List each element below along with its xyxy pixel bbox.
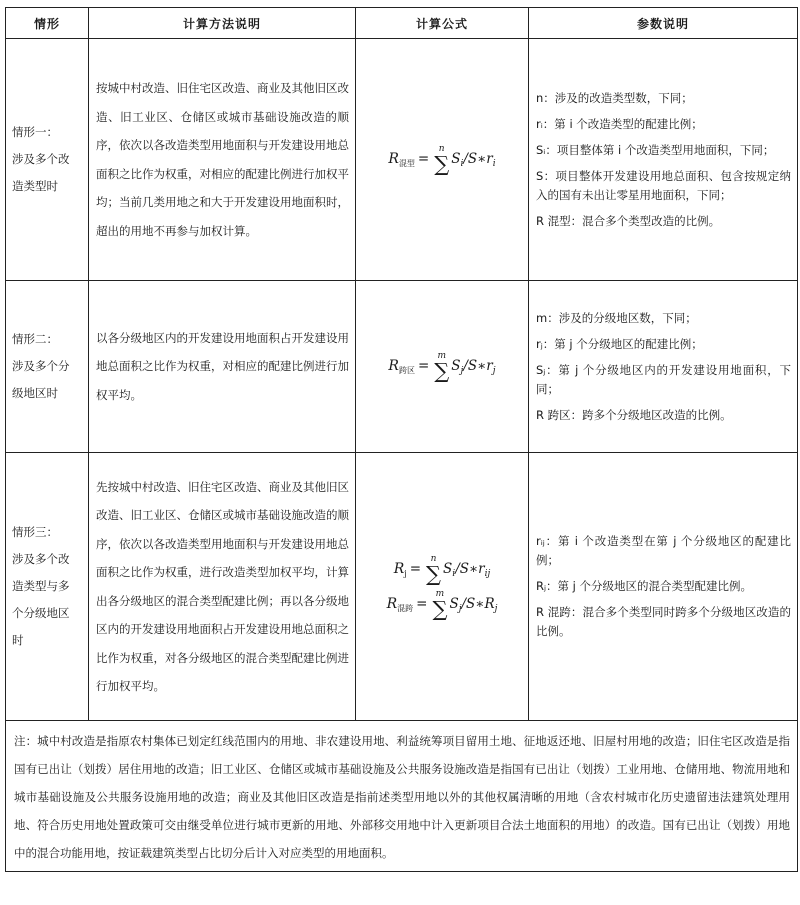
formula-rest: /S∗r <box>455 560 485 577</box>
summation <box>434 145 449 174</box>
method-description: 先按城中村改造、旧住宅区改造、商业及其他旧区改造、旧工业区、仓储区或城市基础设施改造的顺序，依次以各改造类型用地面积与开发建设用地总面积之比作为权重，进行改造类型加权平均，计算出各分级地区的混合类型配建比例；再以各分级地区内的开发建设用地面积占开发建设用地总面积之比作为权重，对各分级地区的混合类型配建比例进行加权平均。 <box>89 453 356 721</box>
summation-sign: ∑ <box>434 152 450 176</box>
summation <box>432 590 447 619</box>
situation-line: 级地区时 <box>12 386 58 400</box>
formula-lhs-subscript: 跨区 <box>398 366 415 375</box>
formula <box>360 555 524 584</box>
formula <box>360 590 524 619</box>
formula-rest-subscript: j <box>492 366 496 376</box>
params-cell <box>529 453 798 721</box>
summation <box>426 555 441 584</box>
param-line: S：项目整体开发建设用地总面积、包含按规定纳入的国有未出让零星用地面积，下同； <box>536 168 791 202</box>
formula-lhs-subscript: 混型 <box>398 159 415 168</box>
ratio-table <box>5 7 798 872</box>
formula <box>360 145 524 174</box>
situation-line: 情形二： <box>12 332 58 346</box>
summation-upper-limit: n <box>438 144 445 154</box>
method-description: 按城中村改造、旧住宅区改造、商业及其他旧区改造、旧工业区、仓储区或城市基础设施改造的顺序，依次以各改造类型用地面积与开发建设用地总面积之比作为权重，对相应的配建比例进行加权平均；当前几类用地之和大于开发建设用地面积时，超出的用地不再参与加权计算。 <box>89 39 356 281</box>
table-header-row <box>6 8 798 39</box>
formula-expression <box>388 352 495 381</box>
formula-rest: /S∗r <box>463 151 493 167</box>
method-description: 以各分级地区内的开发建设用地面积占开发建设用地总面积之比作为权重，对相应的配建比例进行加权平均。 <box>89 281 356 453</box>
note-row <box>6 721 798 872</box>
param-line: Sᵢ：项目整体第 i 个改造类型用地面积，下同； <box>536 142 775 157</box>
summation-upper-limit: n <box>430 553 437 564</box>
formula-lhs: R <box>388 151 399 167</box>
formula-lhs-subscript: j <box>404 568 407 578</box>
table-row <box>6 453 798 721</box>
formula-rest: /S∗R <box>461 595 495 612</box>
situation-cell <box>6 281 89 453</box>
header-method: 计算方法说明 <box>89 8 356 39</box>
param-line: n：涉及的改造类型数，下同； <box>536 90 693 105</box>
param-line: Sⱼ：第 j 个分级地区内的开发建设用地面积，下同； <box>536 362 791 396</box>
header-formula: 计算公式 <box>356 8 529 39</box>
situation-line: 造类型与多 <box>12 579 70 593</box>
situation-line: 涉及多个分 <box>12 359 70 373</box>
param-line: rᵢⱼ：第 i 个改造类型在第 j 个分级地区的配建比例； <box>536 534 791 567</box>
param-line: R 混跨：混合多个类型同时跨多个分级地区改造的比例。 <box>536 605 791 638</box>
formula-term: S <box>443 560 453 577</box>
param-line: Rⱼ：第 j 个分级地区的混合类型配建比例。 <box>536 579 753 593</box>
params-cell <box>529 281 798 453</box>
summation-upper-limit: m <box>437 351 447 361</box>
situation-line: 情形三： <box>12 525 58 539</box>
formula <box>360 352 524 381</box>
param-line: m：涉及的分级地区数，下同； <box>536 310 697 325</box>
header-situation: 情形 <box>6 8 89 39</box>
equals-sign: = <box>417 358 430 374</box>
situation-line: 个分级地区 <box>12 606 70 620</box>
table-row <box>6 39 798 281</box>
equals-sign: = <box>409 560 422 577</box>
situation-line: 时 <box>12 633 24 647</box>
header-params: 参数说明 <box>529 8 798 39</box>
formula-lhs-subscript: 混跨 <box>397 603 414 613</box>
formula-cell <box>356 281 529 453</box>
formula-expression <box>387 590 498 619</box>
summation-sign: ∑ <box>432 596 448 621</box>
situation-line: 涉及多个改 <box>12 552 70 566</box>
formula-term-subscript: j <box>458 603 462 614</box>
params-cell <box>529 39 798 281</box>
param-line: R 混型：混合多个类型改造的比例。 <box>536 213 721 228</box>
param-line: rᵢ：第 i 个改造类型的配建比例； <box>536 116 703 131</box>
note-text: 注：城中村改造是指原农村集体已划定红线范围内的用地、非农建设用地、利益统筹项目留用土地、征地返还地、旧屋村用地的改造；旧住宅区改造是指国有已出让（划拨）居住用地的改造；旧工业区、仓储区或城市基础设施及公共服务设施改造是指国有已出让（划拨）工业用地、仓储用地、物流用地和城市基础设施及公共服务设施用地的改造；商业及其他旧区改造是指前述类型用地以外的其他权属清晰的用地（含农村城市化历史遗留违法建筑处理用地、符合历史用地处置政策可交由继受单位进行城市更新的用地、外部移交用地中计入更新项目合法土地面积的用地）的改造。国有已出让（划拨）用地中的混合功能用地，按证载建筑类型占比切分后计入对应类型的用地面积。 <box>6 721 798 872</box>
situation-cell <box>6 39 89 281</box>
situation-line: 情形一： <box>12 125 58 139</box>
summation <box>434 352 449 381</box>
summation-sign: ∑ <box>434 359 450 383</box>
summation-sign: ∑ <box>426 561 442 586</box>
formula-rest-subscript: ij <box>484 568 491 579</box>
formula-term-subscript: j <box>460 366 464 376</box>
formula-lhs: R <box>386 595 398 612</box>
param-line: rⱼ：第 j 个分级地区的配建比例； <box>536 336 703 351</box>
formula-cell <box>356 453 529 721</box>
formula-lhs: R <box>393 560 405 577</box>
formula-rest-subscript: j <box>494 603 498 614</box>
formula-expression <box>388 145 495 174</box>
formula-rest-subscript: i <box>492 159 496 169</box>
equals-sign: = <box>417 151 430 167</box>
situation-cell <box>6 453 89 721</box>
formula-expression <box>394 555 491 584</box>
formula-cell <box>356 39 529 281</box>
summation-upper-limit: m <box>435 588 445 599</box>
formula-lhs: R <box>388 358 399 374</box>
formula-rest: /S∗r <box>463 358 493 374</box>
equals-sign: = <box>416 595 428 612</box>
formula-term-subscript: i <box>452 568 456 579</box>
formula-term: S <box>451 151 461 167</box>
situation-line: 涉及多个改 <box>12 152 70 166</box>
table-row <box>6 281 798 453</box>
formula-term: S <box>451 358 461 374</box>
param-line: R 跨区：跨多个分级地区改造的比例。 <box>536 407 732 422</box>
situation-line: 造类型时 <box>12 179 58 193</box>
formula-term-subscript: i <box>460 159 464 169</box>
formula-term: S <box>449 595 459 612</box>
